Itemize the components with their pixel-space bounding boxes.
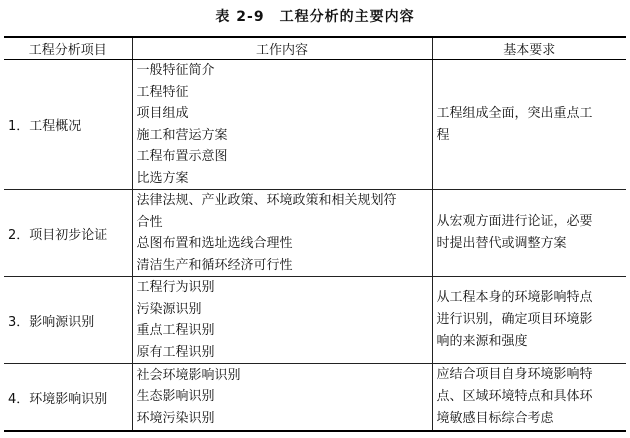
work-line: 工程布置示意图	[136, 149, 228, 164]
header-work: 工作内容	[132, 37, 432, 60]
item-cell: 2．项目初步论证	[4, 190, 132, 277]
work-line: 环境污染识别	[136, 410, 215, 426]
work-cell	[132, 364, 432, 432]
work-line: 总图布置和选址选线合理性	[136, 236, 293, 251]
work-line: 污染源识别	[136, 301, 202, 317]
work-line: 清洁生产和循环经济可行性	[136, 257, 293, 273]
work-line: 合性	[136, 214, 163, 230]
requirement-cell	[432, 277, 626, 364]
work-line: 重点工程识别	[136, 323, 215, 338]
work-line: 法律法规、产业政策、环境政策和相关规划符	[136, 193, 397, 208]
header-item: 工程分析项目	[4, 37, 132, 60]
table-row	[4, 364, 626, 432]
requirement-line: 工程组成全面，突出重点工	[436, 105, 593, 121]
table-row	[4, 190, 626, 277]
work-line: 工程特征	[136, 84, 189, 100]
requirement-line: 点、区域环境特点和具体环	[436, 389, 593, 404]
requirement-cell	[432, 190, 626, 277]
header-requirement: 基本要求	[432, 37, 626, 60]
requirement-line: 应结合项目自身环境影响特	[436, 367, 593, 382]
work-line: 生态影响识别	[136, 389, 215, 405]
requirement-line: 从宏观方面进行论证，必要	[436, 214, 593, 229]
work-cell	[132, 190, 432, 277]
work-line: 一般特征简介	[136, 63, 215, 78]
requirement-line: 境敏感目标综合考虑	[436, 411, 554, 426]
requirement-cell	[432, 60, 626, 190]
requirement-line: 从工程本身的环境影响特点	[436, 290, 593, 305]
requirement-cell	[432, 364, 626, 432]
analysis-table	[4, 36, 626, 432]
table-row	[4, 60, 626, 190]
item-cell: 1．工程概况	[4, 60, 132, 190]
work-line: 工程行为识别	[136, 280, 215, 295]
work-cell	[132, 60, 432, 190]
work-line: 社会环境影响识别	[136, 367, 241, 383]
item-cell: 3．影响源识别	[4, 277, 132, 364]
requirement-line: 时提出替代或调整方案	[436, 236, 567, 251]
work-line: 施工和营运方案	[136, 127, 228, 143]
requirement-line: 进行识别，确定项目环境影	[436, 312, 593, 327]
table-row	[4, 277, 626, 364]
requirement-line: 程	[436, 127, 450, 143]
table-title: 表 2-9 工程分析的主要内容	[215, 9, 415, 25]
item-cell: 4．环境影响识别	[4, 364, 132, 432]
work-line: 比选方案	[136, 170, 189, 186]
requirement-line: 响的来源和强度	[436, 334, 528, 349]
table-header-row	[4, 37, 626, 60]
work-line: 项目组成	[136, 106, 189, 121]
work-cell	[132, 277, 432, 364]
work-line: 原有工程识别	[136, 344, 215, 360]
